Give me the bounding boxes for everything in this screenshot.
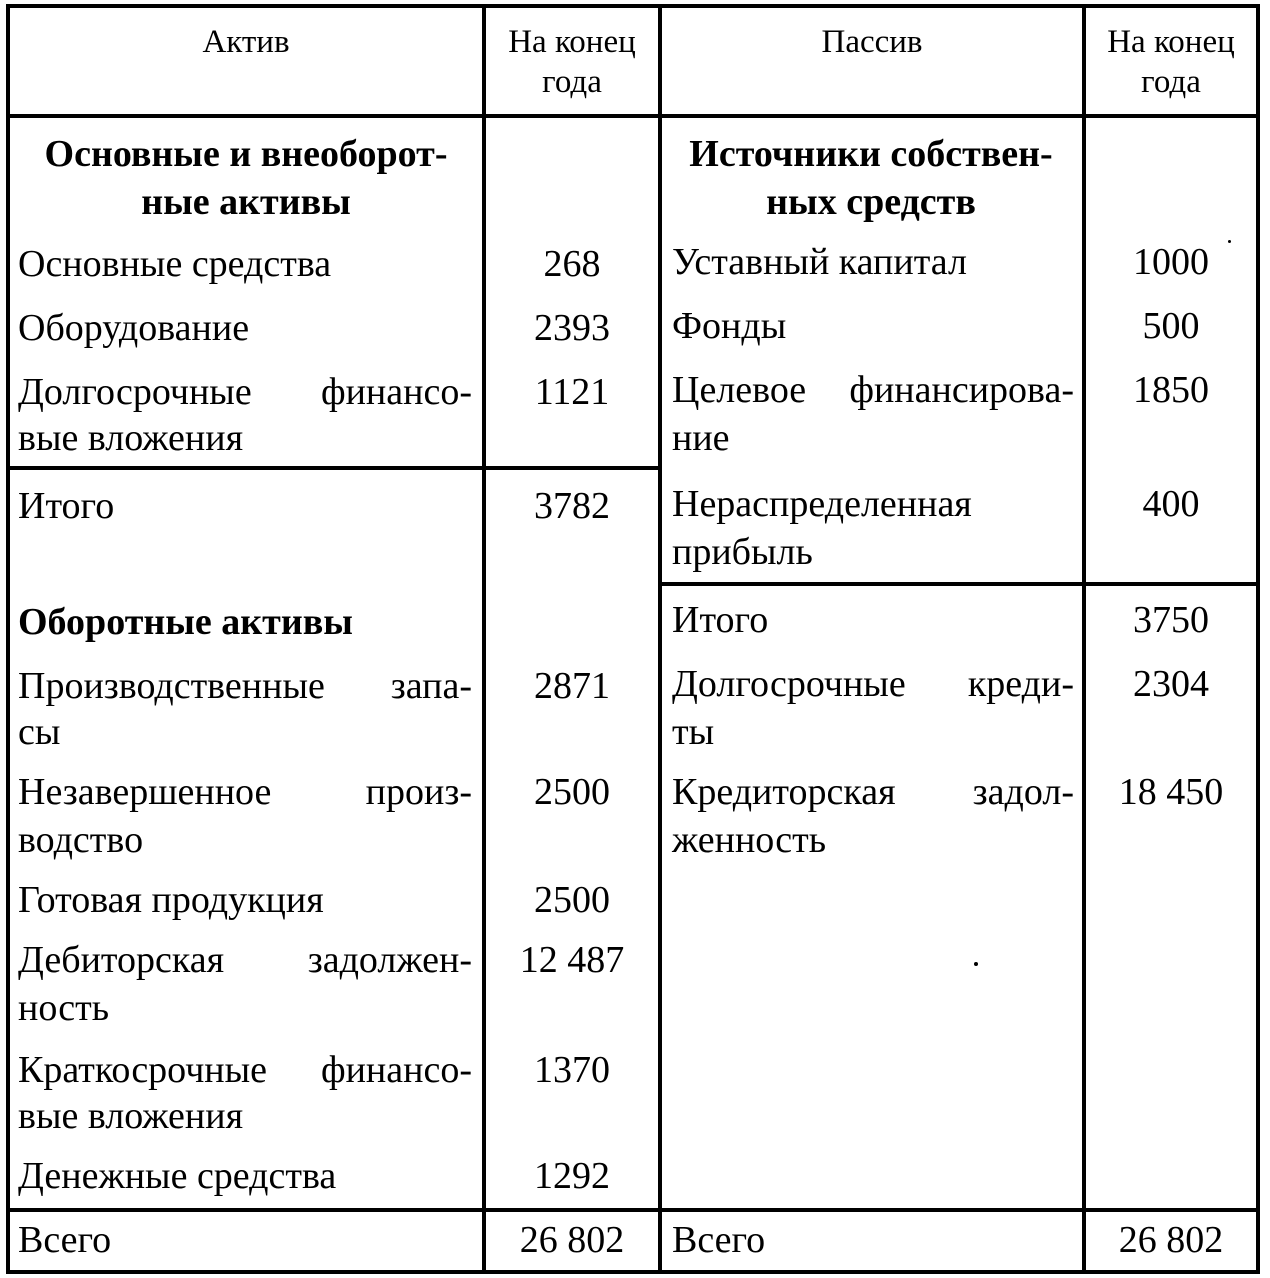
header-aktiv-value-line1: На конец	[508, 24, 636, 60]
row-value-lt-investments: 1121	[534, 371, 610, 413]
row-label-funds: Фонды	[672, 305, 787, 347]
header-aktiv: Актив	[202, 24, 290, 60]
row-value-cash: 1292	[534, 1155, 610, 1197]
row-value-target-financing: 1850	[1133, 369, 1209, 411]
border-top	[6, 4, 1260, 8]
row-label-inventory-line2: сы	[18, 711, 61, 753]
row-label-lt-credits-line2: ты	[672, 711, 715, 753]
row-label-right-total: Всего	[672, 1219, 766, 1261]
row-label-wip-line1: Незавершенное произ-	[18, 771, 472, 813]
row-value-fixed-assets: 268	[543, 243, 601, 285]
section-noncurrent-assets-line2: ные активы	[141, 181, 351, 223]
row-value-finished-goods: 2500	[534, 879, 610, 921]
row-value-funds: 500	[1142, 305, 1200, 347]
scan-speck	[1228, 240, 1231, 243]
header-divider	[6, 114, 1260, 118]
row-label-fixed-assets: Основные средства	[18, 243, 332, 285]
row-label-wip-line2: водство	[18, 819, 144, 861]
border-bottom	[6, 1270, 1260, 1274]
row-value-inventory: 2871	[534, 665, 610, 707]
row-label-right-subtotal: Итого	[672, 599, 769, 641]
row-value-right-total: 26 802	[1118, 1219, 1224, 1261]
row-label-st-investments-line1: Краткосрочные финансо-	[18, 1049, 472, 1091]
row-label-st-investments-line2: вые вложения	[18, 1095, 244, 1137]
row-label-lt-credits-line1: Долгосрочные креди-	[672, 663, 1074, 705]
row-label-target-financing-line1: Целевое финансирова-	[672, 369, 1074, 411]
row-value-right-subtotal: 3750	[1133, 599, 1209, 641]
row-label-receivables-line1: Дебиторская задолжен-	[18, 939, 472, 981]
row-label-finished-goods: Готовая продукция	[18, 879, 324, 921]
row-label-lt-investments-line1: Долгосрочные финансо-	[18, 371, 472, 413]
row-value-charter-capital: 1000	[1133, 241, 1209, 283]
row-value-receivables: 12 487	[519, 939, 625, 981]
header-passiv: Пассив	[821, 24, 923, 60]
row-value-wip: 2500	[534, 771, 610, 813]
row-label-retained-earnings-line2: прибыль	[672, 531, 813, 573]
section-noncurrent-assets-line1: Основные и внеоборот-	[44, 133, 448, 175]
row-value-equipment: 2393	[534, 307, 610, 349]
row-value-lt-credits: 2304	[1133, 663, 1209, 705]
row-label-left-subtotal: Итого	[18, 485, 115, 527]
row-label-receivables-line2: ность	[18, 987, 110, 1029]
scan-speck	[974, 962, 978, 966]
row-value-st-investments: 1370	[534, 1049, 610, 1091]
section-current-assets: Оборотные активы	[18, 601, 353, 643]
row-label-target-financing-line2: ние	[672, 417, 730, 459]
row-label-equipment: Оборудование	[18, 307, 250, 349]
section-equity-sources-line1: Источники собствен-	[689, 133, 1053, 175]
row-label-left-total: Всего	[18, 1219, 112, 1261]
left-subtotal-divider	[6, 466, 658, 470]
header-passiv-value-line1: На конец	[1107, 24, 1235, 60]
row-label-inventory-line1: Производственные запа-	[18, 665, 472, 707]
row-label-payables-line1: Кредиторская задол-	[672, 771, 1074, 813]
row-value-left-subtotal: 3782	[534, 485, 610, 527]
header-passiv-value-line2: года	[1141, 64, 1201, 100]
row-label-charter-capital: Уставный капитал	[672, 241, 967, 283]
total-divider	[6, 1208, 1260, 1212]
border-right	[1256, 4, 1260, 1274]
center-divider	[658, 4, 662, 1274]
header-aktiv-value-line2: года	[542, 64, 602, 100]
row-label-retained-earnings-line1: Нераспределенная	[672, 483, 972, 525]
row-value-retained-earnings: 400	[1142, 483, 1200, 525]
section-equity-sources-line2: ных средств	[766, 181, 976, 223]
row-value-left-total: 26 802	[519, 1219, 625, 1261]
right-subtotal-divider	[660, 582, 1260, 586]
row-value-payables: 18 450	[1118, 771, 1224, 813]
row-label-payables-line2: женность	[672, 819, 827, 861]
row-label-cash: Денежные средства	[18, 1155, 337, 1197]
border-left	[6, 4, 10, 1274]
row-label-lt-investments-line2: вые вложения	[18, 417, 244, 459]
